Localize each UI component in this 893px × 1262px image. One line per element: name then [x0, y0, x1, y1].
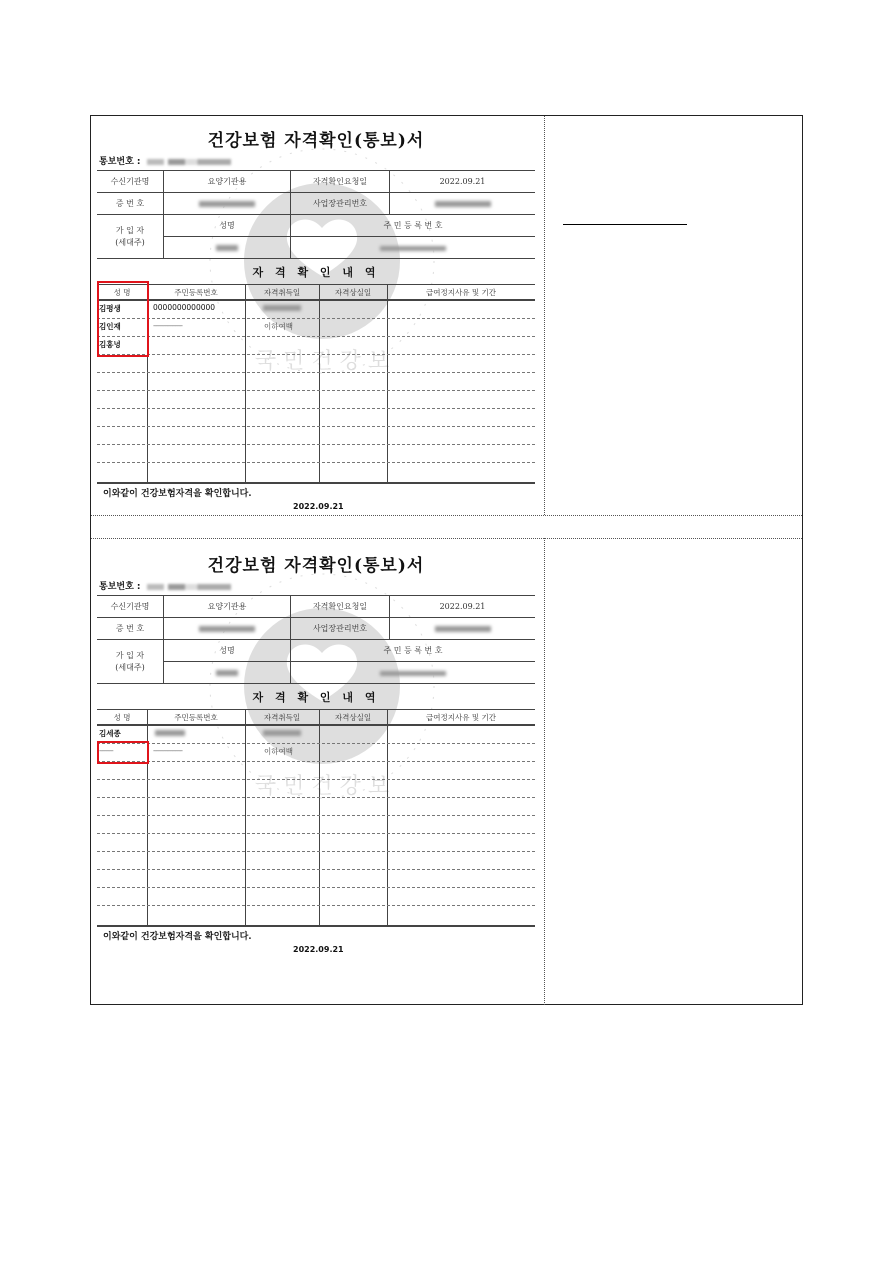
col-suspension: 급여정지사유 및 기간 [426, 288, 496, 297]
table-row [97, 336, 535, 355]
col-acquired: 자격취득일 [263, 713, 301, 722]
highlight-box [97, 281, 149, 357]
notice-number: 통보번호 : [99, 154, 231, 167]
request-date-value: 2022.09.21 [390, 171, 536, 193]
confirm-text: 이와같이 건강보험자격을 확인합니다. [103, 932, 252, 942]
subscriber-name-value [164, 237, 291, 259]
dash-line: ----------------- [153, 746, 183, 755]
workplace-no-value [390, 618, 536, 640]
underline-mark [563, 224, 687, 225]
name-label: 성명 [164, 640, 291, 662]
redacted-value [147, 159, 231, 165]
svg-text:국 민 건 강 보: 국 민 건 강 보 [254, 349, 390, 374]
col-acquired: 자격취득일 [263, 288, 301, 297]
cert-no-label: 증 번 호 [97, 193, 164, 215]
col-lost: 자격상실일 [334, 713, 372, 722]
subscriber-info-table [97, 595, 535, 684]
col-rrn: 주민등록번호 [174, 288, 218, 297]
eligibility-table [97, 709, 535, 925]
redacted-value [147, 584, 231, 590]
cert-no-value [164, 618, 291, 640]
rrn-label: 주 민 등 록 번 호 [291, 640, 536, 662]
request-date-label: 자격확인요청일 [291, 596, 390, 618]
col-rrn: 주민등록번호 [174, 713, 218, 722]
end-of-list-label: 이하여백 [264, 747, 293, 756]
cert-no-value [164, 193, 291, 215]
document-frame [90, 115, 803, 1005]
request-date-value: 2022.09.21 [390, 596, 536, 618]
eligibility-header [97, 709, 535, 726]
eligibility-table [97, 284, 535, 482]
subscriber-rrn-value [291, 237, 536, 259]
end-of-list-label: 이하여백 [264, 322, 293, 331]
table-row [97, 318, 535, 337]
member-name: 김인재 [99, 322, 121, 331]
confirm-text: 이와같이 건강보험자격을 확인합니다. [103, 489, 252, 499]
certificate-title: 건강보험 자격확인(통보)서 [207, 556, 425, 576]
table-row [97, 725, 535, 744]
section-title: 자 격 확 인 내 역 [252, 691, 380, 704]
table-row [97, 300, 535, 319]
member-name: 김홍녕 [99, 340, 121, 349]
subscriber-name-value [164, 662, 291, 684]
dash-line: -------- [99, 746, 113, 755]
row-divider [91, 538, 802, 539]
cert-no-label: 증 번 호 [97, 618, 164, 640]
request-date-label: 자격확인요청일 [291, 171, 390, 193]
member-name: 김평생 [99, 304, 121, 313]
highlight-box [97, 741, 149, 764]
certificate-1 [97, 116, 535, 514]
column-divider [544, 116, 545, 515]
member-name: 김세종 [99, 729, 121, 738]
recipient-value: 요양기관용 [164, 171, 291, 193]
table-row [97, 743, 535, 762]
row-divider [91, 515, 802, 516]
dash-line: ----------------- [153, 321, 183, 330]
subscriber-info-table [97, 170, 535, 259]
subscriber-rrn-value [291, 662, 536, 684]
workplace-no-value [390, 193, 536, 215]
rrn-label: 주 민 등 록 번 호 [291, 215, 536, 237]
name-label: 성명 [164, 215, 291, 237]
recipient-label: 수신기관명 [97, 171, 164, 193]
workplace-no-label: 사업장관리번호 [291, 193, 390, 215]
member-rrn: 0000000000000 [153, 303, 216, 312]
section-title: 자 격 확 인 내 역 [252, 266, 380, 279]
column-divider [544, 538, 545, 1005]
col-name: 성 명 [113, 713, 131, 722]
recipient-label: 수신기관명 [97, 596, 164, 618]
eligibility-header [97, 284, 535, 301]
notice-number: 통보번호 : [99, 579, 231, 592]
workplace-no-label: 사업장관리번호 [291, 618, 390, 640]
issue-date: 2022.09.21 [293, 502, 344, 511]
recipient-value: 요양기관용 [164, 596, 291, 618]
issue-date: 2022.09.21 [293, 945, 344, 954]
svg-text:국 민 건 강 보: 국 민 건 강 보 [254, 774, 390, 799]
col-name: 성 명 [113, 288, 131, 297]
subscriber-label: 가 입 자 (세대주) [97, 640, 164, 684]
subscriber-label: 가 입 자 (세대주) [97, 215, 164, 259]
col-lost: 자격상실일 [334, 288, 372, 297]
certificate-title: 건강보험 자격확인(통보)서 [207, 131, 425, 151]
certificate-2 [97, 541, 535, 981]
col-suspension: 급여정지사유 및 기간 [426, 713, 496, 722]
